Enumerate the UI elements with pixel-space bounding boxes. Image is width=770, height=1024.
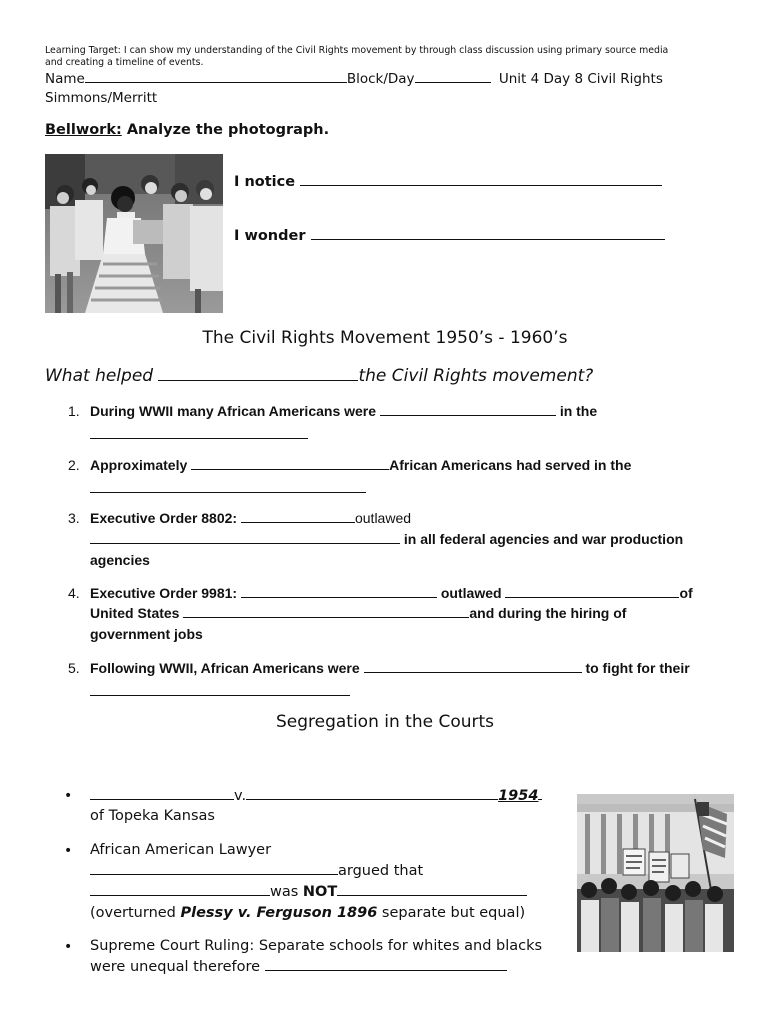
wonder-line: [234, 228, 665, 244]
learning-target-line2: and creating a timeline of events.: [45, 57, 204, 68]
bullet2-line3: [90, 882, 527, 903]
item-number: 3.: [68, 510, 80, 526]
item3-line2: [90, 531, 683, 547]
not-text: NOT: [302, 884, 338, 900]
protest-photograph: [577, 794, 734, 952]
bellwork-photograph: [45, 154, 223, 313]
bullet-icon: •: [64, 788, 73, 804]
protest-photo-image: [577, 794, 734, 952]
question-part-b: the Civil Rights movement?: [358, 366, 594, 386]
item-text: African Americans had served in the: [389, 457, 632, 473]
guiding-question: [45, 366, 593, 386]
learning-target-line1: Learning Target: I can show my understanding of the Civil Rights movement by through class discussion using primary source media: [45, 45, 669, 56]
item1-line2: [90, 424, 308, 443]
item-text: and during the hiring of: [469, 605, 627, 621]
item-text: Following WWII, African Americans were: [90, 660, 360, 676]
item-text: in the: [559, 403, 598, 419]
item-text: outlawed: [440, 585, 502, 601]
item4-blank-a[interactable]: [241, 596, 437, 598]
argument-blank-b[interactable]: [337, 894, 527, 896]
item-number: 5.: [68, 660, 80, 676]
ruling-blank[interactable]: [265, 969, 507, 971]
list-item-2: [68, 457, 631, 473]
item3-blank-a[interactable]: [241, 521, 355, 523]
item-text: Executive Order 8802:: [90, 510, 238, 526]
section-title-courts: Segregation in the Courts: [275, 712, 495, 732]
bellwork-photo-image: [45, 154, 223, 313]
bullet-icon: •: [64, 939, 73, 955]
separate-equal-text: separate but equal): [377, 905, 526, 921]
plessy-case: Plessy v. Ferguson 1896: [180, 905, 378, 921]
item1-blank-b[interactable]: [90, 437, 308, 439]
item4-blank-b[interactable]: [505, 596, 679, 598]
list-item-5: [68, 660, 690, 676]
was-text: was: [270, 884, 303, 900]
item-text: outlawed: [354, 510, 412, 526]
question-part-a: What helped: [45, 366, 154, 386]
bullet1-line1: [90, 786, 542, 807]
name-field[interactable]: [85, 81, 347, 83]
item2-line2: [90, 478, 366, 497]
case-plaintiff-blank[interactable]: [90, 798, 234, 800]
item-text: Approximately: [90, 457, 188, 473]
versus-text: v.: [234, 788, 247, 804]
overturned-text: (overturned: [90, 905, 181, 921]
item4-line2: [90, 605, 626, 621]
item-number: 4.: [68, 585, 80, 601]
item-text: in all federal agencies and war production: [403, 531, 684, 547]
bellwork-heading: [45, 122, 329, 138]
bullet1-line2: of Topeka Kansas: [90, 808, 215, 824]
item4-blank-c[interactable]: [183, 616, 469, 618]
section-title-civil-rights: The Civil Rights Movement 1950’s - 1960’s: [202, 328, 568, 348]
item4-line3: government jobs: [90, 626, 203, 642]
notice-field[interactable]: [300, 184, 662, 186]
wonder-field[interactable]: [311, 238, 665, 240]
bullet2-line2: [90, 861, 423, 882]
lawyer-blank[interactable]: [90, 873, 338, 875]
name-label: Name: [45, 71, 85, 87]
argument-blank-a[interactable]: [90, 894, 270, 896]
item2-blank-a[interactable]: [191, 468, 389, 470]
item-text: United States: [90, 605, 180, 621]
item2-blank-b[interactable]: [90, 491, 366, 493]
block-field[interactable]: [415, 81, 491, 83]
list-item-4: [68, 585, 693, 601]
unit-title: Unit 4 Day 8 Civil Rights: [498, 71, 663, 87]
header-line: [45, 70, 663, 88]
list-item-3: [68, 510, 411, 526]
item5-line2: [90, 681, 350, 700]
bullet2-line4: [90, 903, 525, 924]
item-number: 2.: [68, 457, 80, 473]
bullet3-line1: Supreme Court Ruling: Separate schools for whites and blacks: [90, 938, 543, 954]
case-defendant-blank[interactable]: [246, 798, 498, 800]
item-text: of: [679, 585, 693, 601]
notice-line: [234, 174, 662, 190]
list-item-1: [68, 403, 597, 419]
question-blank[interactable]: [158, 379, 358, 381]
item5-blank-a[interactable]: [364, 671, 582, 673]
item3-line3: agencies: [90, 552, 150, 568]
bullet2-line1: African American Lawyer: [90, 842, 272, 858]
bullet3-line2: [90, 957, 507, 978]
notice-label: I notice: [234, 174, 296, 190]
bullet-icon: •: [64, 843, 73, 859]
bellwork-instruction: Analyze the photograph.: [121, 122, 330, 138]
wonder-label: I wonder: [234, 228, 306, 244]
bellwork-label: Bellwork:: [45, 122, 122, 138]
item3-blank-b[interactable]: [90, 542, 400, 544]
teachers: Simmons/Merritt: [45, 90, 158, 106]
therefore-text: were unequal therefore: [90, 959, 261, 975]
case-year: 1954: [498, 788, 539, 804]
block-label: Block/Day: [346, 71, 415, 87]
item-text: During WWII many African Americans were: [90, 403, 377, 419]
item5-blank-b[interactable]: [90, 694, 350, 696]
argued-text: argued that: [338, 863, 424, 879]
item-number: 1.: [68, 403, 80, 419]
item-text: to fight for their: [585, 660, 690, 676]
item1-blank-a[interactable]: [380, 414, 556, 416]
item-text: Executive Order 9981:: [90, 585, 238, 601]
